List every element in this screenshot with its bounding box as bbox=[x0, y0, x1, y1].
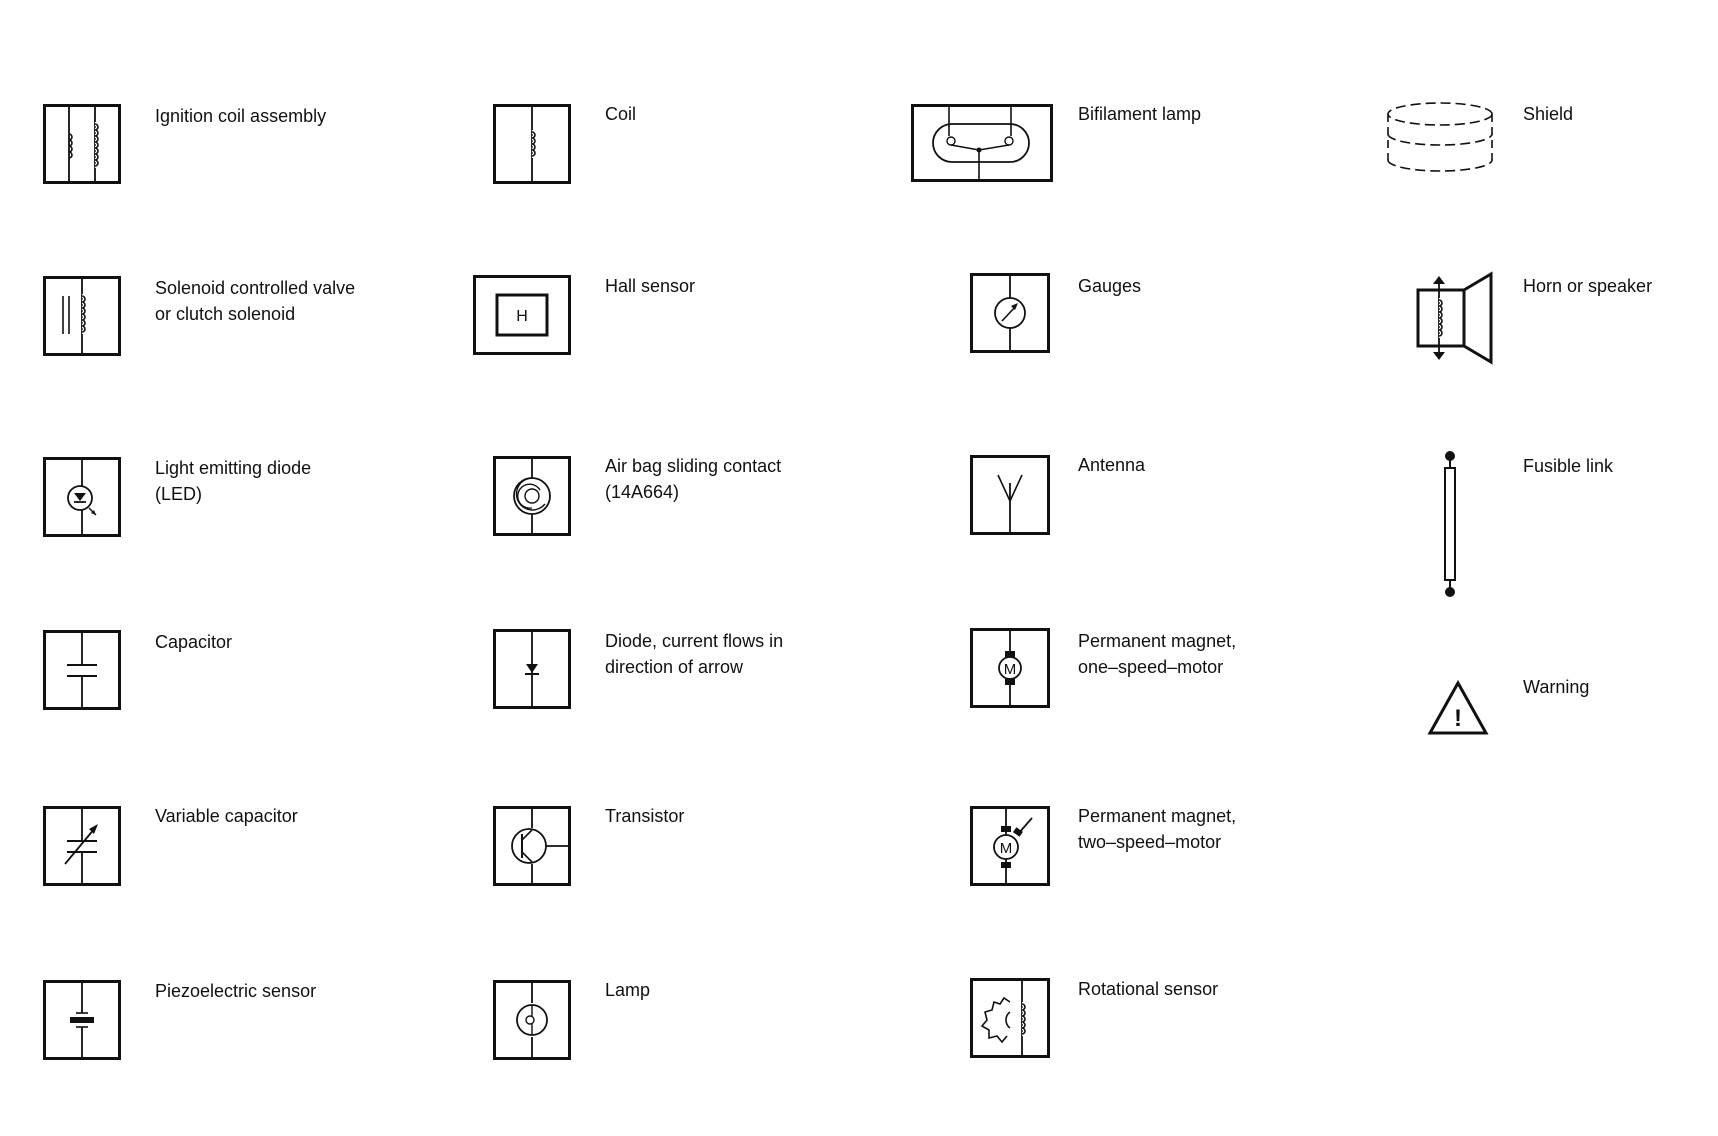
legend-label-air-bag-sliding-contact bbox=[605, 453, 781, 505]
legend-label-line: Permanent magnet, bbox=[1078, 806, 1237, 826]
legend-label-line: Coil bbox=[605, 104, 637, 124]
legend-label-two-speed-motor bbox=[1078, 803, 1236, 855]
legend-label-line: two–speed–motor bbox=[1078, 832, 1222, 852]
legend-label-line: Piezoelectric sensor bbox=[155, 981, 317, 1001]
variable-capacitor-icon bbox=[43, 806, 121, 886]
legend-label-coil bbox=[605, 101, 636, 127]
legend-label-rotational-sensor bbox=[1078, 976, 1218, 1002]
lamp-icon bbox=[493, 980, 571, 1060]
legend-label-line: Lamp bbox=[605, 980, 651, 1000]
air-bag-sliding-contact-icon bbox=[493, 456, 571, 536]
legend-label-line: Ignition coil assembly bbox=[155, 106, 327, 126]
legend-label-gauges bbox=[1078, 273, 1141, 299]
legend-label-line: Transistor bbox=[605, 806, 685, 826]
legend-label-line: Air bag sliding contact bbox=[605, 456, 782, 476]
legend-label-fusible-link bbox=[1523, 453, 1613, 479]
legend-label-line: Light emitting diode bbox=[155, 458, 312, 478]
legend-label-variable-capacitor bbox=[155, 803, 298, 829]
legend-label-line: Diode, current flows in bbox=[605, 631, 784, 651]
legend-label-line: (14A664) bbox=[605, 482, 680, 502]
legend-label-transistor bbox=[605, 803, 684, 829]
hall-sensor-letter: H bbox=[516, 308, 528, 325]
rotational-sensor-icon bbox=[970, 978, 1050, 1058]
legend-label-horn-or-speaker bbox=[1523, 273, 1652, 299]
one-speed-motor-icon bbox=[970, 628, 1050, 708]
legend-label-line: Gauges bbox=[1078, 276, 1142, 296]
legend-label-line: Horn or speaker bbox=[1523, 276, 1653, 296]
capacitor-icon bbox=[43, 630, 121, 710]
two-speed-motor-icon bbox=[970, 806, 1050, 886]
legend-label-bifilament-lamp bbox=[1078, 101, 1201, 127]
solenoid-valve-icon bbox=[43, 276, 121, 356]
legend-label-hall-sensor bbox=[605, 273, 695, 299]
legend-label-line: Variable capacitor bbox=[155, 806, 298, 826]
legend-label-line: Permanent magnet, bbox=[1078, 631, 1237, 651]
legend-label-one-speed-motor bbox=[1078, 628, 1236, 680]
legend-label-antenna bbox=[1078, 452, 1145, 478]
bifilament-lamp-icon bbox=[911, 104, 1053, 182]
motor-letter: M bbox=[1003, 661, 1017, 678]
legend-label-line: direction of arrow bbox=[605, 657, 744, 677]
legend-label-line: Bifilament lamp bbox=[1078, 104, 1202, 124]
legend-label-line: Rotational sensor bbox=[1078, 979, 1219, 999]
led-icon bbox=[43, 457, 121, 537]
legend-label-line: Antenna bbox=[1078, 455, 1146, 475]
legend-label-led bbox=[155, 455, 311, 507]
horn-speaker-icon bbox=[1415, 270, 1495, 366]
legend-label-lamp bbox=[605, 977, 650, 1003]
hall-sensor-icon bbox=[473, 275, 571, 355]
ignition-coil-assembly-icon bbox=[43, 104, 121, 184]
legend-label-ignition-coil-assembly bbox=[155, 103, 326, 129]
legend-label-line: Capacitor bbox=[155, 632, 233, 652]
motor-letter: M bbox=[999, 840, 1013, 857]
fusible-link-icon bbox=[1440, 450, 1460, 598]
legend-label-diode bbox=[605, 628, 783, 680]
legend-label-capacitor bbox=[155, 629, 232, 655]
legend-label-line: Fusible link bbox=[1523, 456, 1614, 476]
gauge-icon bbox=[970, 273, 1050, 353]
legend-label-piezoelectric-sensor bbox=[155, 978, 316, 1004]
legend-label-line: Hall sensor bbox=[605, 276, 696, 296]
warning-icon bbox=[1427, 680, 1489, 736]
coil-icon bbox=[493, 104, 571, 184]
legend-label-line: (LED) bbox=[155, 484, 203, 504]
diode-icon bbox=[493, 629, 571, 709]
warning-mark: ! bbox=[1454, 705, 1462, 732]
legend-label-line: Shield bbox=[1523, 104, 1574, 124]
antenna-icon bbox=[970, 455, 1050, 535]
legend-label-line: Warning bbox=[1523, 677, 1590, 697]
shield-icon bbox=[1385, 100, 1495, 182]
transistor-icon bbox=[493, 806, 571, 886]
legend-label-solenoid-valve bbox=[155, 275, 355, 327]
legend-label-line: or clutch solenoid bbox=[155, 304, 296, 324]
legend-label-line: one–speed–motor bbox=[1078, 657, 1224, 677]
legend-label-warning bbox=[1523, 674, 1589, 700]
legend-label-line: Solenoid controlled valve bbox=[155, 278, 356, 298]
piezoelectric-sensor-icon bbox=[43, 980, 121, 1060]
legend-label-shield bbox=[1523, 101, 1573, 127]
